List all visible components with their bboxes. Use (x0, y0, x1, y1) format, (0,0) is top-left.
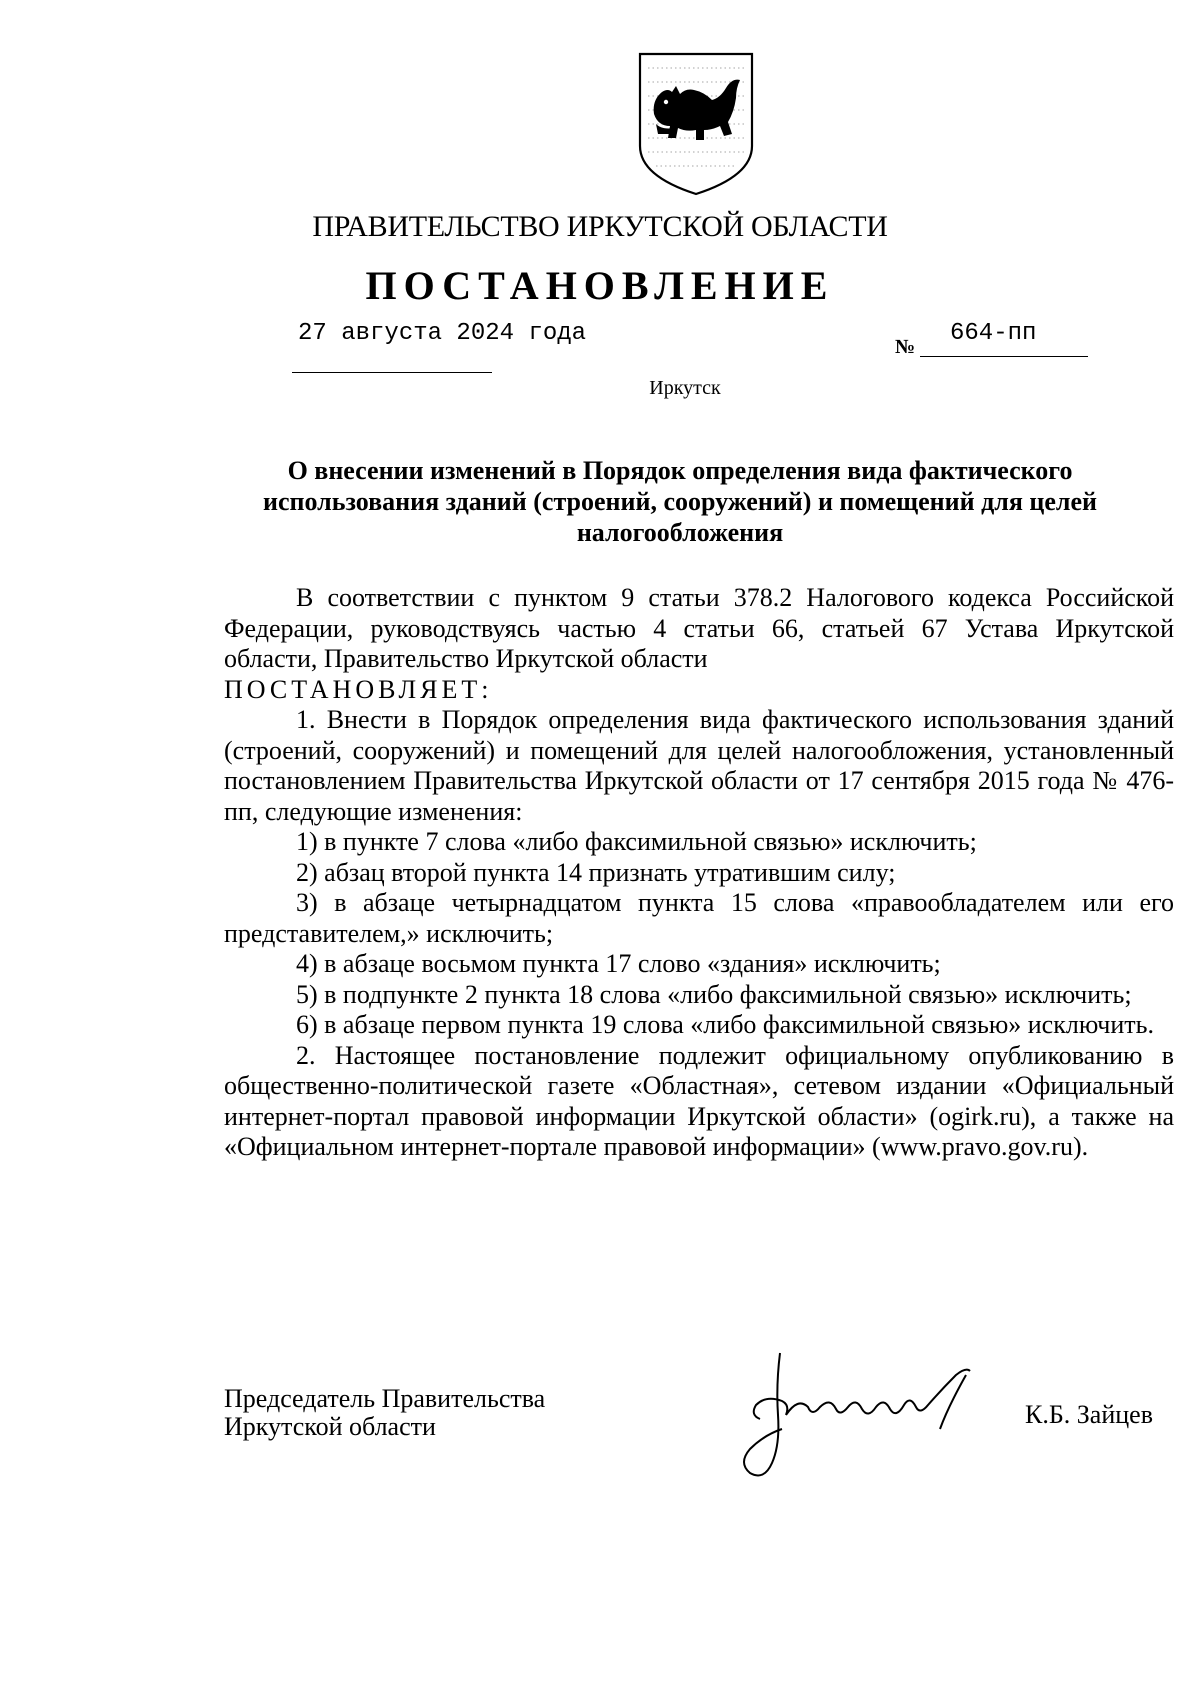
subitem-6: 6) в абзаце первом пункта 19 слова «либо факсимильной связью» исключить. (296, 1010, 1154, 1039)
date-underline (292, 372, 492, 373)
signatory-position (224, 1385, 545, 1441)
document-number: 664-пп (950, 320, 1037, 347)
preamble-paragraph: В соответствии с пунктом 9 статьи 378.2 Налогового кодекса Российской Федерации, руководствуясь частью 4 статьи 66, статьей 67 Устава Иркутской области, Правительство Иркутской области (224, 583, 1174, 673)
city-name: Иркутск (649, 377, 721, 399)
document-date: 27 августа 2024 года (298, 320, 587, 347)
subitem-1: 1) в пункте 7 слова «либо факсимильной связью» исключить; (296, 827, 977, 856)
item-1-paragraph: 1. Внести в Порядок определения вида фактического использования зданий (строений, сооружений) и помещений для целей налогообложения, установленный постановлением Правительства Иркутской области от 17 сентября 2015 года № 476-пп, следующие изменения: (224, 705, 1174, 826)
resolves-keyword: ПОСТАНОВЛЯЕТ: (224, 674, 493, 704)
number-sign: № (895, 336, 916, 358)
subitem-2: 2) абзац второй пункта 14 признать утратившим силу; (296, 857, 896, 887)
subitem-5: 5) в подпункте 2 пункта 18 слова «либо факсимильной связью» исключить; (296, 979, 1132, 1009)
subitem-3: 3) в абзаце четырнадцатом пункта 15 слова «правообладателем или его представителем,» исключить; (224, 888, 1174, 948)
subitem-4: 4) в абзаце восьмом пункта 17 слово «здания» исключить; (296, 949, 941, 978)
document-body (224, 583, 1174, 1163)
handwritten-signature (720, 1345, 990, 1485)
item-2-paragraph: 2. Настоящее постановление подлежит официальному опубликованию в общественно-политической газете «Областная», сетевом издании «Официальный интернет-портал правовой информации Иркутской области» (ogirk.ru), а также на «Официальном интернет-портале правовой информации» (www.pravo.gov.ru). (224, 1040, 1174, 1161)
subject-line: налогообложения (576, 518, 784, 547)
document-type-title: ПОСТАНОВЛЕНИЕ (365, 263, 835, 308)
government-name: ПРАВИТЕЛЬСТВО ИРКУТСКОЙ ОБЛАСТИ (312, 210, 888, 243)
subject-line: О внесении изменений в Порядок определения вида фактического (287, 456, 1073, 485)
position-line: Иркутской области (224, 1412, 436, 1441)
document-subject (190, 455, 1170, 548)
subject-line: использования зданий (строений, сооружений) и помещений для целей (262, 487, 1098, 516)
number-underline (920, 356, 1088, 357)
coat-of-arms-emblem (632, 48, 760, 198)
position-line: Председатель Правительства (224, 1384, 546, 1413)
signer-name: К.Б. Зайцев (1025, 1400, 1153, 1429)
